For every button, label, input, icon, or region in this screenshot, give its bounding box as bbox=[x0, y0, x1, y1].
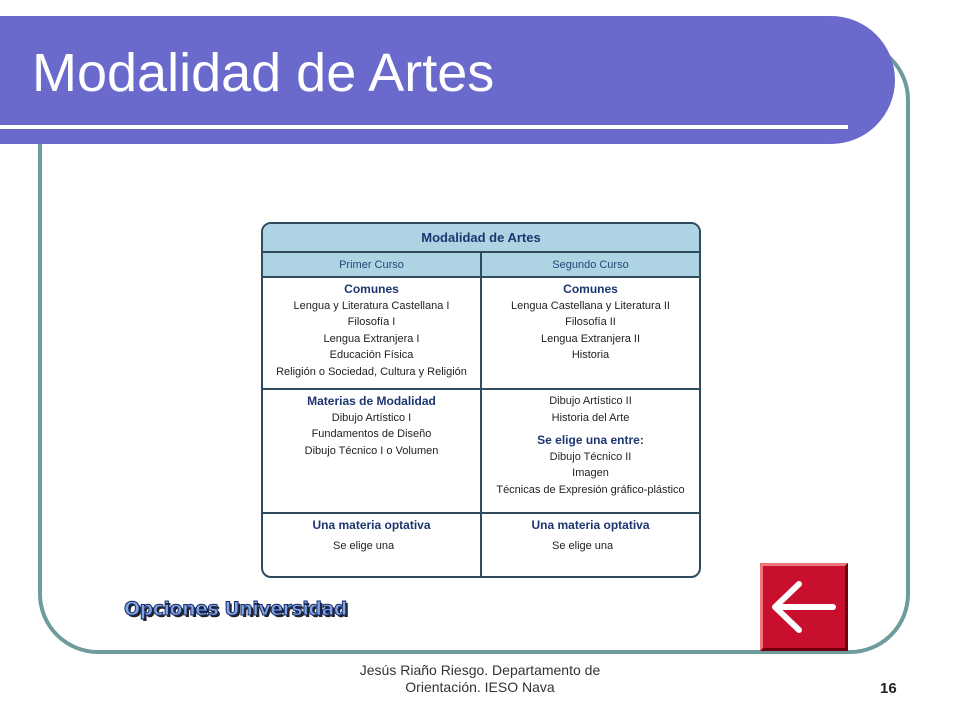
cell-modalidad-segundo bbox=[480, 390, 699, 512]
table-header: Modalidad de Artes bbox=[263, 224, 699, 253]
slide-title: Modalidad de Artes bbox=[32, 43, 495, 103]
cell-text: Se elige una bbox=[333, 539, 395, 552]
list-item: Historia del Arte bbox=[551, 411, 630, 424]
cell-subtitle: Se elige una entre: bbox=[537, 433, 644, 447]
list-item: Filosofía I bbox=[347, 316, 396, 328]
cell-title: Una materia optativa bbox=[312, 518, 431, 532]
table-subheader-row bbox=[263, 253, 699, 278]
list-item: Dibujo Artístico II bbox=[549, 395, 632, 407]
cell-text: Se elige una bbox=[552, 539, 614, 552]
footer-line: Jesús Riaño Riesgo. Departamento de bbox=[359, 662, 601, 678]
cell-modalidad-primero bbox=[263, 390, 480, 512]
cell-title: Una materia optativa bbox=[531, 518, 650, 532]
list-item: Historia bbox=[571, 349, 610, 361]
opciones-universidad-link[interactable]: Opciones Universidad bbox=[124, 598, 347, 620]
list-item: Fundamentos de Diseño bbox=[311, 428, 432, 440]
title-underline bbox=[0, 125, 848, 129]
col-primer-curso: Primer Curso bbox=[263, 253, 480, 276]
table-row-comunes bbox=[263, 278, 699, 390]
list-item: Dibujo Técnico I o Volumen bbox=[304, 444, 439, 457]
list-item: Dibujo Técnico II bbox=[549, 450, 632, 463]
cell-comunes-segundo bbox=[480, 278, 699, 388]
list-item: Religión o Sociedad, Cultura y Religión bbox=[276, 365, 467, 378]
modalidad-table bbox=[261, 222, 701, 578]
list-item: Técnicas de Expresión gráfico-plástico bbox=[496, 483, 685, 496]
list-item: Educación Física bbox=[329, 349, 414, 361]
list-item: Dibujo Artístico I bbox=[331, 411, 412, 424]
list-item: Lengua Castellana y Literatura II bbox=[511, 299, 670, 312]
col-segundo-curso: Segundo Curso bbox=[480, 253, 699, 276]
table-row-optativa bbox=[263, 514, 699, 578]
cell-optativa-primero bbox=[263, 514, 480, 578]
list-item: Filosofía II bbox=[565, 316, 616, 328]
arrow-left-icon bbox=[763, 566, 845, 648]
back-button[interactable] bbox=[760, 563, 848, 651]
cell-comunes-primero bbox=[263, 278, 480, 388]
list-item: Lengua Extranjera II bbox=[540, 332, 641, 345]
list-item: Lengua Extranjera I bbox=[323, 332, 420, 345]
cell-title: Materias de Modalidad bbox=[307, 394, 436, 408]
list-item: Imagen bbox=[572, 467, 609, 479]
cell-title: Comunes bbox=[344, 282, 399, 296]
list-item: Lengua y Literatura Castellana I bbox=[293, 299, 450, 312]
table-row-modalidad bbox=[263, 390, 699, 514]
footer-text bbox=[330, 662, 630, 696]
footer-line: Orientación. IESO Nava bbox=[405, 679, 555, 695]
cell-title: Comunes bbox=[563, 282, 618, 296]
page-number: 16 bbox=[880, 680, 897, 697]
cell-optativa-segundo bbox=[480, 514, 699, 578]
